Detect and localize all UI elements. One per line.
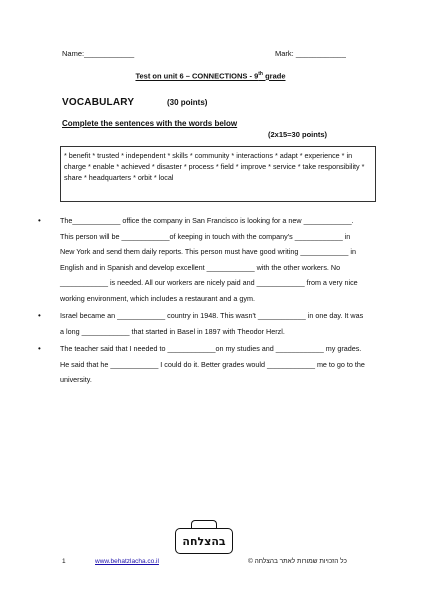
name-field: Name:____________ bbox=[62, 49, 135, 58]
instruction-text: Complete the sentences with the words below bbox=[62, 119, 238, 128]
exercise-text: The teacher said that I needed to ____________on my studies and ____________ my grades. He said that he ____________ I could do it. Better grades would ____________ me to go to the university. bbox=[60, 344, 365, 384]
title-main: Test on unit 6 – CONNECTIONS - 9 bbox=[135, 71, 259, 81]
section-points: (30 points) bbox=[167, 98, 208, 107]
bullet-icon: • bbox=[38, 344, 41, 353]
exercise-list bbox=[36, 213, 366, 390]
site-logo: בהצלחה bbox=[175, 528, 233, 554]
test-title bbox=[0, 71, 421, 81]
section-heading: VOCABULARY bbox=[62, 97, 135, 108]
bullet-icon: • bbox=[38, 216, 41, 225]
title-end: grade bbox=[263, 71, 286, 81]
word-bank: * benefit * trusted * independent * skills * community * interactions * adapt * experience * in charge * enable * achieved * disaster * process * field * improve * service * take responsibility * share * headquarters * orbit * local bbox=[60, 146, 376, 202]
mark-field: Mark: ____________ bbox=[275, 49, 346, 58]
copyright-notice: כל הזכויות שמורות לאתר בהצלחה © bbox=[248, 558, 347, 565]
exercise-item bbox=[36, 341, 366, 388]
page-number: 1 bbox=[62, 558, 66, 565]
exercise-text: Israel became an ____________ country in 1948. This wasn't ____________ in one day. It was a long ____________ that started in Basel in 1897 with Theodor Herzl. bbox=[60, 311, 364, 336]
website-link[interactable]: www.behatzlacha.co.il bbox=[95, 558, 159, 565]
title-superscript: th bbox=[258, 71, 263, 77]
exercise-item bbox=[36, 213, 366, 306]
exercise-item bbox=[36, 308, 366, 339]
instruction-points: (2x15=30 points) bbox=[268, 130, 327, 139]
bullet-icon: • bbox=[38, 311, 41, 320]
exercise-text: The____________ office the company in San Francisco is looking for a new ____________. This person will be ____________of keeping in touch with the company's ____________ in New York and send them daily reports. This person must have good writing ____________ in English and in Spanish and develop excellent ____________ with the other workers. No ____________ is needed. All our workers are nicely paid and ____________ from a very nice working environment, which includes a restaurant and a gym. bbox=[60, 216, 358, 303]
